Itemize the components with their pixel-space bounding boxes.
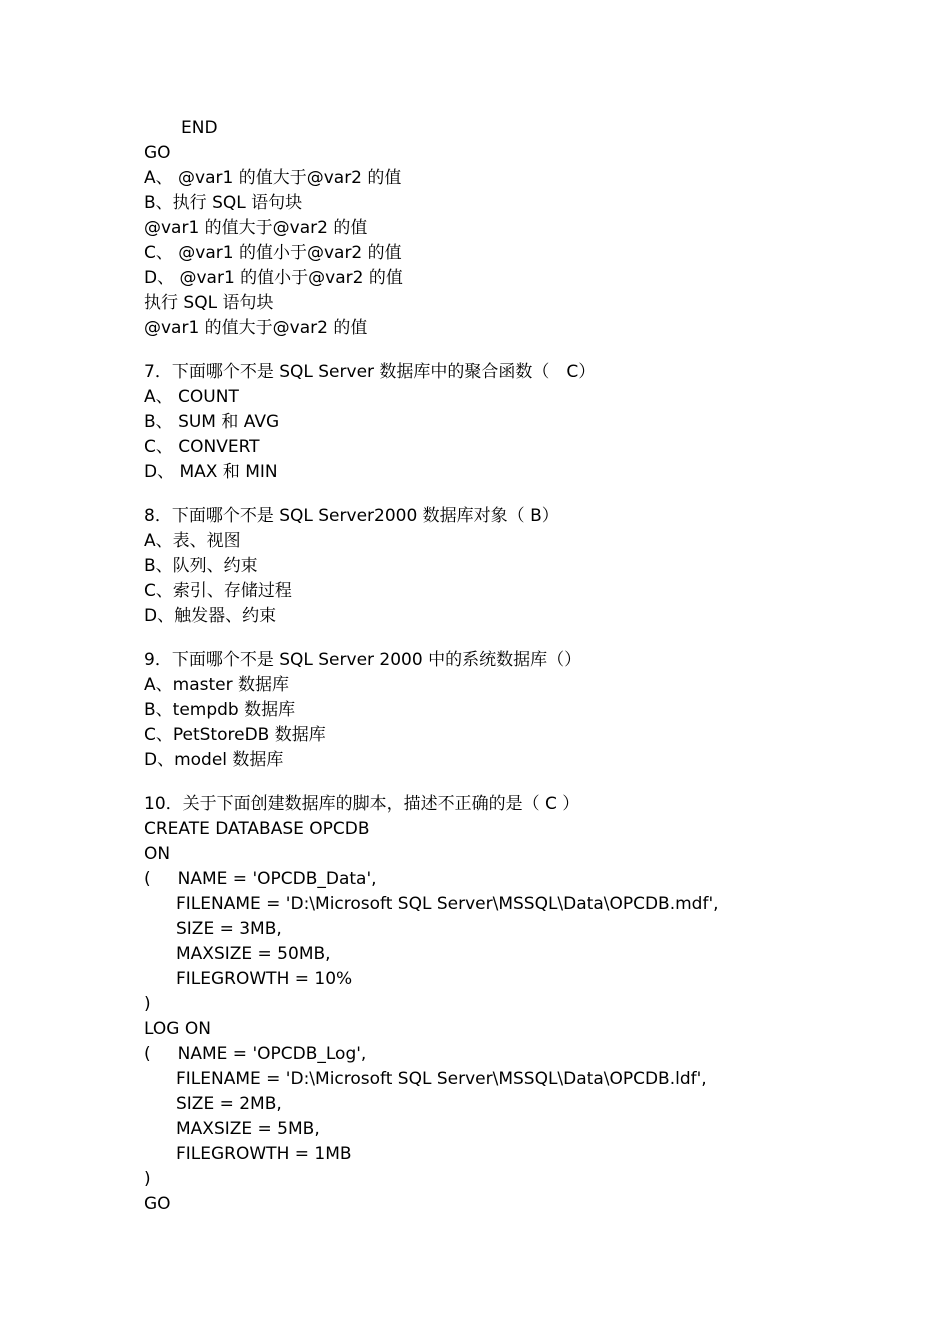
code-line: MAXSIZE = 50MB, <box>176 944 331 964</box>
option-a: A、master 数据库 <box>144 675 289 695</box>
code-line: ON <box>144 844 171 864</box>
question-stem: 9．下面哪个不是 SQL Server 2000 中的系统数据库（） <box>144 650 582 670</box>
question-7 <box>144 360 904 485</box>
spacer <box>144 485 904 504</box>
option-d: D、触发器、约束 <box>144 606 277 626</box>
option-c: C、索引、存储过程 <box>144 581 292 601</box>
question-9 <box>144 648 904 773</box>
spacer <box>144 341 904 360</box>
option-b: B、tempdb 数据库 <box>144 700 296 720</box>
code-line: FILENAME = 'D:\Microsoft SQL Server\MSSQL\Data\OPCDB.mdf', <box>176 894 719 914</box>
code-line: END <box>181 118 218 138</box>
question-stem: 10．关于下面创建数据库的脚本，描述不正确的是（ C ） <box>144 794 580 814</box>
code-line: MAXSIZE = 5MB, <box>176 1119 320 1139</box>
option-d-continuation: 执行 SQL 语句块 <box>144 293 274 313</box>
spacer <box>144 629 904 648</box>
option-d-continuation: @var1 的值大于@var2 的值 <box>144 318 368 338</box>
code-line: ) <box>144 994 151 1014</box>
option-b: B、队列、约束 <box>144 556 258 576</box>
option-b-continuation: @var1 的值大于@var2 的值 <box>144 218 368 238</box>
option-b: B、 SUM 和 AVG <box>144 412 280 432</box>
option-a: A、 @var1 的值大于@var2 的值 <box>144 168 402 188</box>
code-line: ) <box>144 1169 151 1189</box>
question-10 <box>144 792 904 1217</box>
code-line: SIZE = 2MB, <box>176 1094 282 1114</box>
option-c: C、 @var1 的值小于@var2 的值 <box>144 243 402 263</box>
code-line: GO <box>144 143 171 163</box>
option-c: C、 CONVERT <box>144 437 260 457</box>
option-b: B、执行 SQL 语句块 <box>144 193 303 213</box>
question-stem: 7．下面哪个不是 SQL Server 数据库中的聚合函数（ C） <box>144 362 596 382</box>
code-line: FILEGROWTH = 10% <box>176 969 353 989</box>
code-line: GO <box>144 1194 171 1214</box>
previous-question-continuation <box>144 116 904 341</box>
spacer <box>144 773 904 792</box>
question-stem: 8．下面哪个不是 SQL Server2000 数据库对象（ B） <box>144 506 559 526</box>
option-a: A、表、视图 <box>144 531 241 551</box>
option-d: D、model 数据库 <box>144 750 284 770</box>
code-line: FILENAME = 'D:\Microsoft SQL Server\MSSQL\Data\OPCDB.ldf', <box>176 1069 707 1089</box>
option-a: A、 COUNT <box>144 387 239 407</box>
code-line: ( NAME = 'OPCDB_Log', <box>144 1044 367 1064</box>
code-line: ( NAME = 'OPCDB_Data', <box>144 869 377 889</box>
option-d: D、 MAX 和 MIN <box>144 462 278 482</box>
code-line: LOG ON <box>144 1019 211 1039</box>
option-c: C、PetStoreDB 数据库 <box>144 725 326 745</box>
document-body <box>144 116 904 1217</box>
code-line: FILEGROWTH = 1MB <box>176 1144 352 1164</box>
code-line: CREATE DATABASE OPCDB <box>144 819 370 839</box>
code-line: SIZE = 3MB, <box>176 919 282 939</box>
option-d: D、 @var1 的值小于@var2 的值 <box>144 268 403 288</box>
question-8 <box>144 504 904 629</box>
